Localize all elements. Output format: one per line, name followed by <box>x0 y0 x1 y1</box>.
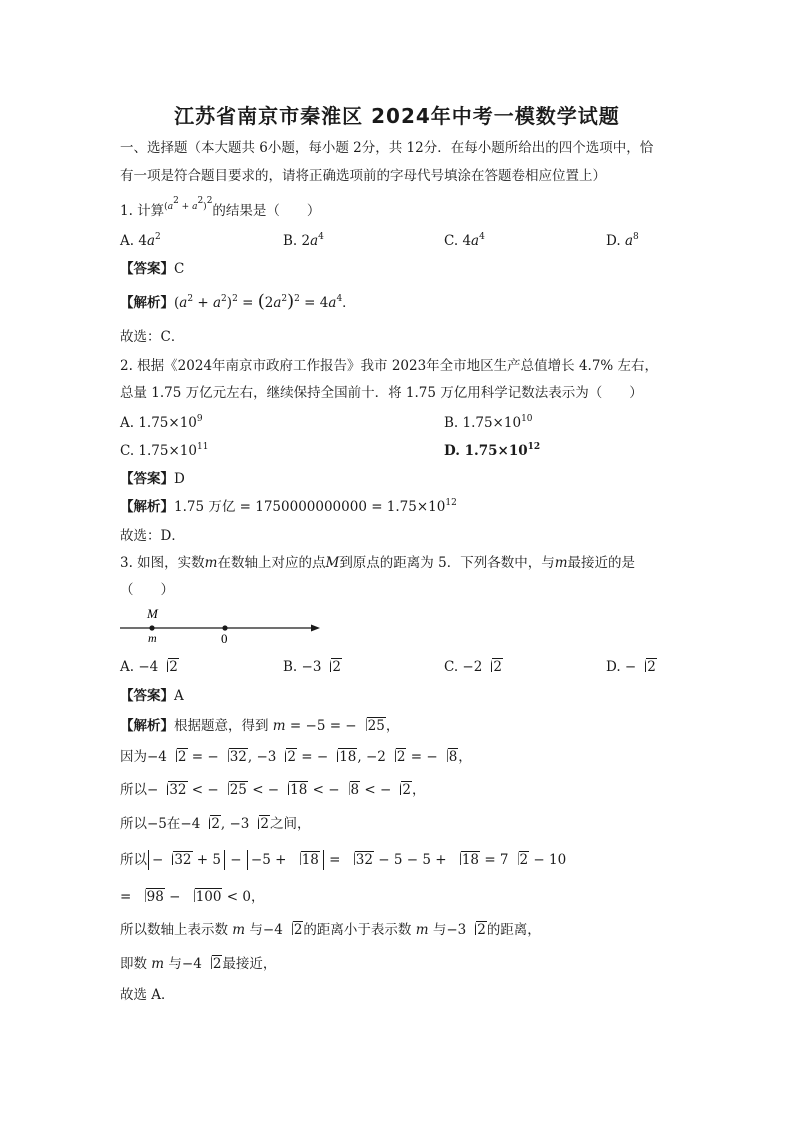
question-3-answer: 【答案】A <box>120 688 184 704</box>
question-2-analysis: 【解析】1.75 万亿 = $1750000000000 = 1.75\times 10^{12}$ <box>120 498 457 515</box>
question-3-conclusion: 故选 A． <box>120 987 175 1003</box>
question-3-stem-line-1: 3. 如图，实数m在数轴上对应的点M到原点的距离为 5．下列各数中，与m最接近的是 <box>120 555 636 571</box>
point-M-label: M <box>147 606 158 621</box>
section-intro-line-1: 一、选择题（本大题共 6小题，每小题 2分，共 12分．在每小题所给出的四个选项中，恰 <box>120 140 654 156</box>
question-3-analysis-line-7: 所以数轴上表示数 m 与−4 2的距离小于表示数 m 与−3 2的距离， <box>120 922 541 938</box>
question-2-option-a: A. $1.75\times 10^9$ <box>120 414 203 431</box>
question-1-analysis: 【解析】$(a^2 + a^2)^2 = (2a^2)^2 = 4a^4$． <box>120 291 356 312</box>
question-2-conclusion: 故选：D． <box>120 528 185 544</box>
page-title: 江苏省南京市秦淮区 2024年中考一模数学试题 <box>174 104 620 128</box>
question-3-analysis-line-4: 所以−5在−4 2, −3 2之间， <box>120 816 311 832</box>
question-1-conclusion: 故选：C． <box>120 329 185 345</box>
question-1-option-b: B. $2a^4$ <box>283 232 324 249</box>
question-3-stem-line-2: （ ） <box>120 582 174 598</box>
section-intro-line-2: 有一项是符合题目要求的，请将正确选项前的字母代号填涂在答题卷相应位置上） <box>120 168 606 184</box>
question-3-analysis-line-3: 所以− 32 < − 25 < − 18 < − 8 < − 2， <box>120 782 426 798</box>
point-M-dot <box>149 625 154 630</box>
number-line-figure <box>118 604 328 654</box>
question-2-option-d: D. $1.75\times 10^{12}$ <box>444 442 541 459</box>
question-1-expression: (a2 + a2)2 <box>164 196 213 212</box>
question-3-analysis-line-8: 即数 m 与−4 2最接近， <box>120 956 277 972</box>
question-1-option-d: D. $a^8$ <box>606 232 639 249</box>
question-3-analysis-line-2: 因为−4 2 = − 32, −3 2 = − 18, −2 2 = − 8， <box>120 749 472 765</box>
point-m-label: m <box>148 631 157 645</box>
question-2-option-b: B. $1.75\times 10^{10}$ <box>444 414 533 431</box>
question-3-option-d: D. − 2 <box>606 659 656 675</box>
question-3-option-c: C. −2 2 <box>444 659 502 675</box>
question-2-option-c: C. $1.75\times 10^{11}$ <box>120 442 209 459</box>
question-3-analysis-line-6: = 98 − 100 < 0， <box>120 889 265 905</box>
origin-label: 0 <box>221 631 228 646</box>
question-1-option-a: A. $4a^2$ <box>120 232 161 249</box>
question-1-option-c: C. $4a^4$ <box>444 232 485 249</box>
question-2-stem-line-1: 2. 根据《2024年南京市政府工作报告》我市 2023年全市地区生产总值增长 4.7% 左右， <box>120 358 659 374</box>
question-3-option-b: B. −3 2 <box>283 659 341 675</box>
question-2-answer: 【答案】D <box>120 471 185 487</box>
question-1-stem: 1. 计算$^{(a^2 + a^2)^2}$的结果是（ ） <box>120 196 321 219</box>
number-line-arrow <box>311 625 320 632</box>
question-3-option-a: A. −4 2 <box>120 659 178 675</box>
question-3-analysis-line-1: 【解析】根据题意，得到 m = −5 = − 25， <box>120 718 400 734</box>
origin-dot <box>222 625 227 630</box>
question-3-analysis-line-5: 所以 − 32 + 5 − −5 + 18 = 32 − 5 − 5 + 18 = 7 2 − 10 <box>120 852 567 868</box>
question-1-answer: 【答案】C <box>120 261 185 277</box>
number-line-svg <box>118 604 328 654</box>
question-2-stem-line-2: 总量 1.75 万亿元左右，继续保持全国前十．将 1.75 万亿用科学记数法表示为（ ） <box>120 385 643 401</box>
